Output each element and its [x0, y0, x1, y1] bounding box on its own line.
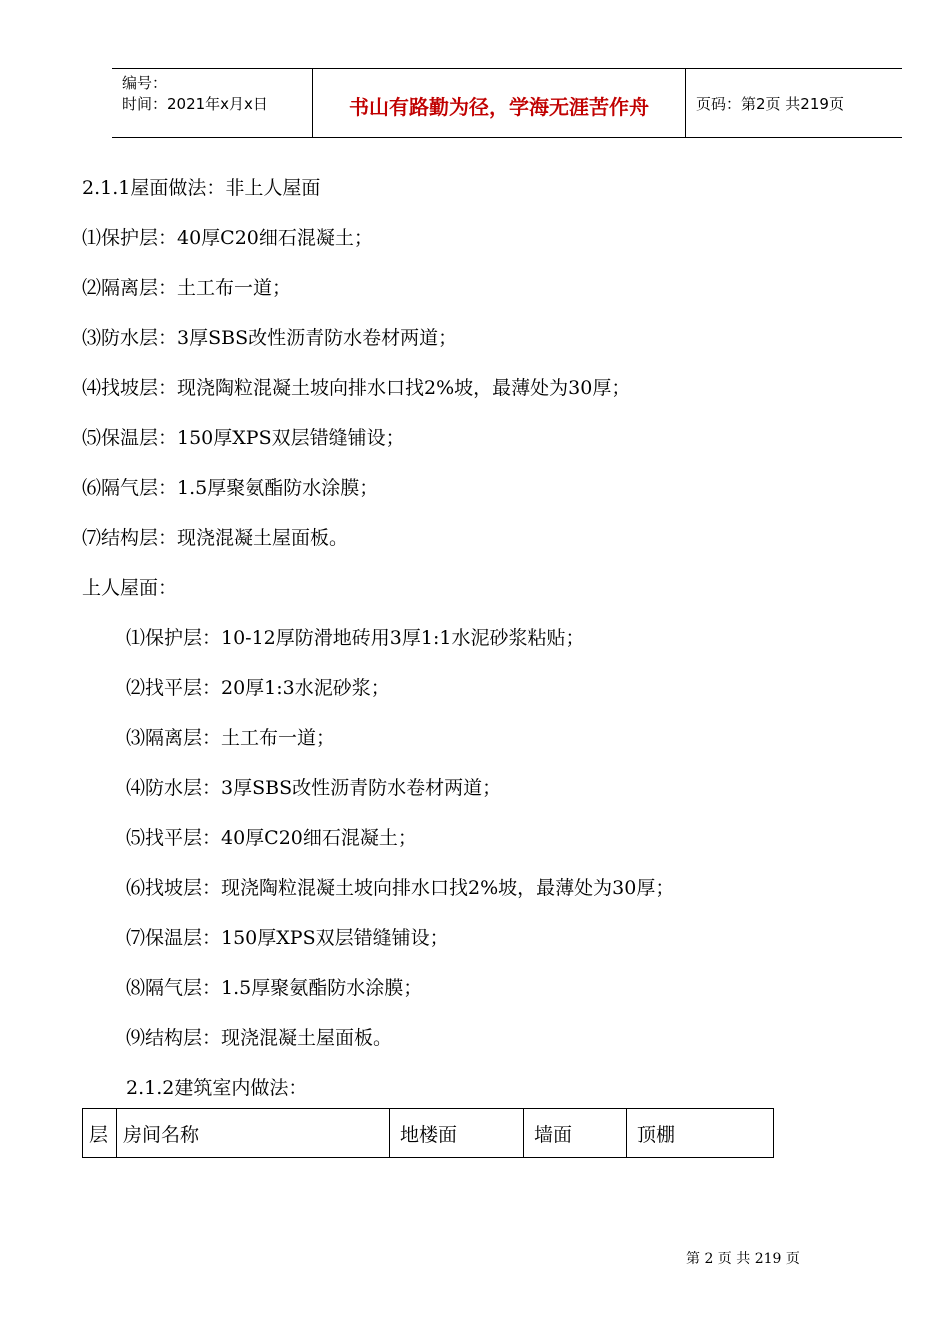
table-header-cell: 层 [83, 1109, 117, 1158]
list-item: ⑺保温层：150厚XPS双层错缝铺设； [126, 927, 449, 949]
section-heading-accessible-roof: 上人屋面： [82, 577, 178, 599]
list-item: ⑸保温层：150厚XPS双层错缝铺设； [82, 427, 405, 449]
header-page-number: 页码：第2页 共219页 [696, 95, 844, 113]
list-item: ⑺结构层：现浇混凝土屋面板。 [82, 527, 349, 549]
header-meta-cell [112, 69, 313, 137]
document-time-label: 时间：2021年x月x日 [122, 95, 268, 113]
list-item: ⑷防水层：3厚SBS改性沥青防水卷材两道； [126, 777, 502, 799]
list-item: ⑸找平层：40厚C20细石混凝土； [126, 827, 417, 849]
header-motto-cell [313, 69, 686, 137]
header-motto: 书山有路勤为径，学海无涯苦作舟 [349, 95, 649, 119]
list-item: ⑷找坡层：现浇陶粒混凝土坡向排水口找2%坡，最薄处为30厚； [82, 377, 631, 399]
list-item: ⑵隔离层：土工布一道； [82, 277, 292, 299]
section-heading-non-accessible-roof: 2.1.1屋面做法：非上人屋面 [82, 177, 321, 199]
list-item: ⑼结构层：现浇混凝土屋面板。 [126, 1027, 393, 1049]
document-number-label: 编号： [122, 74, 168, 92]
header-page-cell [686, 69, 902, 137]
list-item: ⑹找坡层：现浇陶粒混凝土坡向排水口找2%坡，最薄处为30厚； [126, 877, 675, 899]
list-item: ⑵找平层：20厚1:3水泥砂浆； [126, 677, 390, 699]
table-header-cell: 顶棚 [627, 1109, 774, 1158]
page-header [112, 68, 902, 138]
table-header-cell: 墙面 [524, 1109, 627, 1158]
table-header-row [83, 1109, 774, 1158]
list-item: ⑴保护层：10-12厚防滑地砖用3厚1:1水泥砂浆粘贴； [126, 627, 585, 649]
list-item: ⑶防水层：3厚SBS改性沥青防水卷材两道； [82, 327, 458, 349]
list-item: ⑶隔离层：土工布一道； [126, 727, 336, 749]
page-footer: 第 2 页 共 219 页 [686, 1251, 800, 1267]
list-item: ⑹隔气层：1.5厚聚氨酯防水涂膜； [82, 477, 379, 499]
list-item: ⑴保护层：40厚C20细石混凝土； [82, 227, 373, 249]
list-item: ⑻隔气层：1.5厚聚氨酯防水涂膜； [126, 977, 423, 999]
interior-finish-table [82, 1108, 774, 1158]
section-heading-interior: 2.1.2建筑室内做法： [126, 1077, 308, 1099]
table-header-cell: 房间名称 [117, 1109, 390, 1158]
table-header-cell: 地楼面 [390, 1109, 524, 1158]
